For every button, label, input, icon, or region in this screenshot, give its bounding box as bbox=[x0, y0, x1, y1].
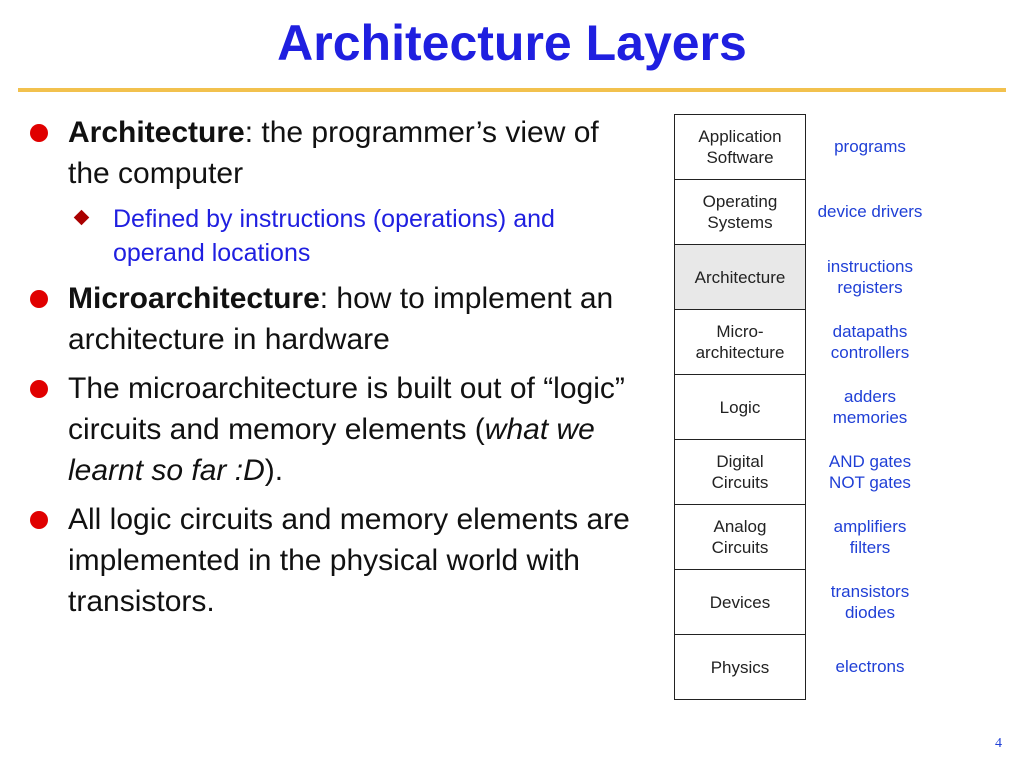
layer-box bbox=[675, 115, 805, 180]
layer-label: Operating Systems bbox=[702, 192, 778, 232]
layer-stack bbox=[674, 114, 806, 700]
bullet-text: : the programmer’s view of the computer bbox=[68, 116, 599, 190]
layer-label: Devices bbox=[709, 592, 771, 612]
bullet-text: ). bbox=[264, 454, 284, 487]
layer-note bbox=[806, 244, 934, 309]
bullet-dot-icon bbox=[30, 511, 48, 529]
term-microarchitecture: Microarchitecture bbox=[68, 282, 320, 315]
layer-note-text: transistors diodes bbox=[830, 581, 910, 622]
layer-box bbox=[675, 635, 805, 700]
term-architecture: Architecture bbox=[68, 116, 245, 149]
layer-note-text: electrons bbox=[835, 657, 905, 676]
bullet-list bbox=[30, 112, 640, 630]
layer-box bbox=[675, 505, 805, 570]
layer-label: Digital Circuits bbox=[711, 452, 769, 492]
layer-note bbox=[806, 309, 934, 374]
layer-notes bbox=[806, 114, 934, 699]
layer-note bbox=[806, 374, 934, 439]
layer-box bbox=[675, 375, 805, 440]
bullet-transistors bbox=[30, 499, 640, 622]
layer-box bbox=[675, 570, 805, 635]
layer-label: Physics bbox=[710, 657, 770, 677]
title-underline bbox=[18, 88, 1006, 92]
layer-note-text: datapaths controllers bbox=[830, 321, 910, 362]
layer-note bbox=[806, 504, 934, 569]
layer-label: Architecture bbox=[694, 267, 786, 287]
layer-note bbox=[806, 439, 934, 504]
layer-note bbox=[806, 569, 934, 634]
layer-note bbox=[806, 634, 934, 699]
layer-note-text: instructions registers bbox=[827, 256, 913, 297]
layer-note-text: amplifiers filters bbox=[833, 516, 907, 557]
subbullet-text: Defined by instructions (operations) and operand locations bbox=[113, 205, 555, 267]
bullet-dot-icon bbox=[30, 290, 48, 308]
layer-note-text: device drivers bbox=[817, 202, 923, 221]
slide-title: Architecture Layers bbox=[277, 15, 747, 71]
layer-note-text: adders memories bbox=[832, 386, 908, 427]
bullet-microarchitecture bbox=[30, 278, 640, 360]
bullet-logic-circuits bbox=[30, 368, 640, 491]
layer-box bbox=[675, 180, 805, 245]
layer-box bbox=[675, 310, 805, 375]
layer-label: Analog Circuits bbox=[711, 517, 769, 557]
layer-box bbox=[675, 245, 805, 310]
layer-label: Micro- architecture bbox=[695, 322, 785, 362]
subbullet-instructions bbox=[68, 202, 640, 270]
layer-label: Application Software bbox=[698, 127, 782, 167]
bullet-text: : how to implement an architecture in hardware bbox=[68, 282, 614, 356]
diamond-bullet-icon bbox=[74, 210, 90, 226]
layer-note bbox=[806, 179, 934, 244]
bullet-italic-text: what we learnt so far :D bbox=[68, 413, 595, 487]
layer-note-text: programs bbox=[834, 137, 906, 156]
bullet-text: The microarchitecture is built out of “logic” circuits and memory elements ( bbox=[68, 372, 625, 446]
bullet-text: All logic circuits and memory elements are implemented in the physical world with transistors. bbox=[68, 503, 630, 618]
layer-box bbox=[675, 440, 805, 505]
bullet-architecture bbox=[30, 112, 640, 194]
bullet-dot-icon bbox=[30, 124, 48, 142]
layer-label: Logic bbox=[719, 397, 761, 417]
layer-note bbox=[806, 114, 934, 179]
page-number: 4 bbox=[995, 736, 1002, 751]
bullet-dot-icon bbox=[30, 380, 48, 398]
layer-note-text: AND gates NOT gates bbox=[828, 451, 912, 492]
